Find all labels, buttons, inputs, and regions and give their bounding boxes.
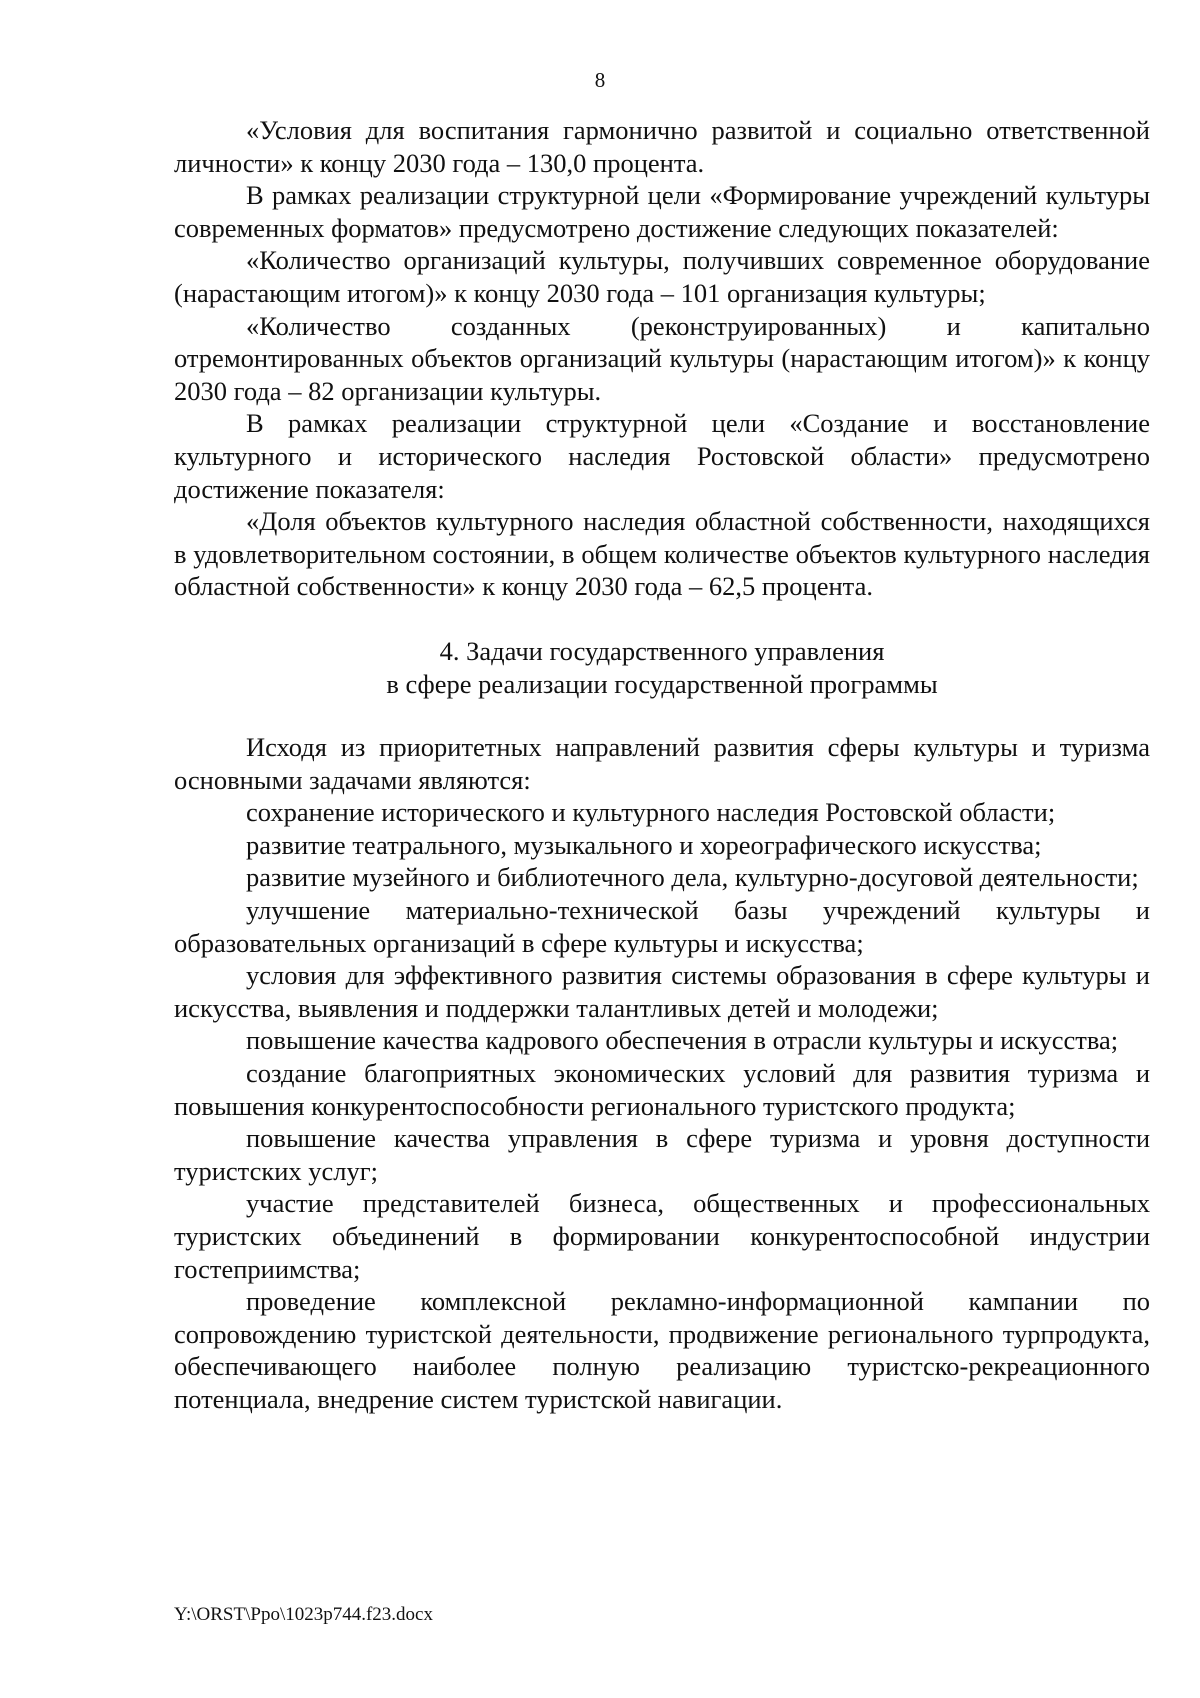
- paragraph: «Количество созданных (реконструированных) и капитально отремонтированных объектов организаций культуры (нарастающим итогом)» к концу 2030 года – 82 организации культуры.: [174, 310, 1150, 406]
- page-number: 8: [594, 68, 606, 92]
- task-item: улучшение материально-технической базы учреждений культуры и образовательных организаций в сфере культуры и искусства;: [174, 895, 1150, 958]
- task-item: участие представителей бизнеса, общественных и профессиональных туристских объединений в формировании конкурентоспособной индустрии гостеприимства;: [174, 1188, 1150, 1284]
- footer-file-path: Y:\ORST\Ppo\1023p744.f23.docx: [174, 1604, 433, 1625]
- paragraph: «Условия для воспитания гармонично развитой и социально ответственной личности» к концу 2030 года – 130,0 процента.: [174, 115, 1150, 178]
- task-item: сохранение исторического и культурного наследия Ростовской области;: [246, 797, 1056, 828]
- task-item: создание благоприятных экономических условий для развития туризма и повышения конкурентоспособности регионального туристского продукта;: [174, 1058, 1150, 1121]
- task-item: проведение комплексной рекламно-информационной кампании по сопровождению туристской деятельности, продвижение регионального турпродукта, обеспечивающего наиболее полную реализацию туристско-рекреационного потенциала, внедрение систем туристской навигации.: [174, 1286, 1150, 1414]
- page-body: [174, 114, 1150, 1416]
- paragraph: «Доля объектов культурного наследия областной собственности, находящихся в удовлетворительном состоянии, в общем количестве объектов культурного наследия областной собственности» к концу 2030 года – 62,5 процента.: [174, 506, 1150, 602]
- section-heading-line-1: 4. Задачи государственного управления: [439, 635, 885, 666]
- section-heading-line-2: в сфере реализации государственной программы: [386, 668, 938, 699]
- section-heading: [174, 635, 1150, 700]
- task-item: повышение качества кадрового обеспечения в отрасли культуры и искусства;: [246, 1025, 1119, 1056]
- task-item: развитие музейного и библиотечного дела, культурно-досуговой деятельности;: [246, 862, 1139, 893]
- task-item: условия для эффективного развития системы образования в сфере культуры и искусства, выявления и поддержки талантливых детей и молодежи;: [174, 960, 1150, 1023]
- task-item: развитие театрального, музыкального и хореографического искусства;: [246, 829, 1042, 860]
- task-item: повышение качества управления в сфере туризма и уровня доступности туристских услуг;: [174, 1123, 1150, 1186]
- paragraph: В рамках реализации структурной цели «Создание и восстановление культурного и исторического наследия Ростовской области» предусмотрено достижение показателя:: [174, 408, 1150, 504]
- paragraph: «Количество организаций культуры, получивших современное оборудование (нарастающим итогом)» к концу 2030 года – 101 организация культуры;: [174, 245, 1150, 308]
- paragraph: В рамках реализации структурной цели «Формирование учреждений культуры современных форматов» предусмотрено достижение следующих показателей:: [174, 180, 1150, 243]
- paragraph: Исходя из приоритетных направлений развития сферы культуры и туризма основными задачами являются:: [174, 732, 1150, 795]
